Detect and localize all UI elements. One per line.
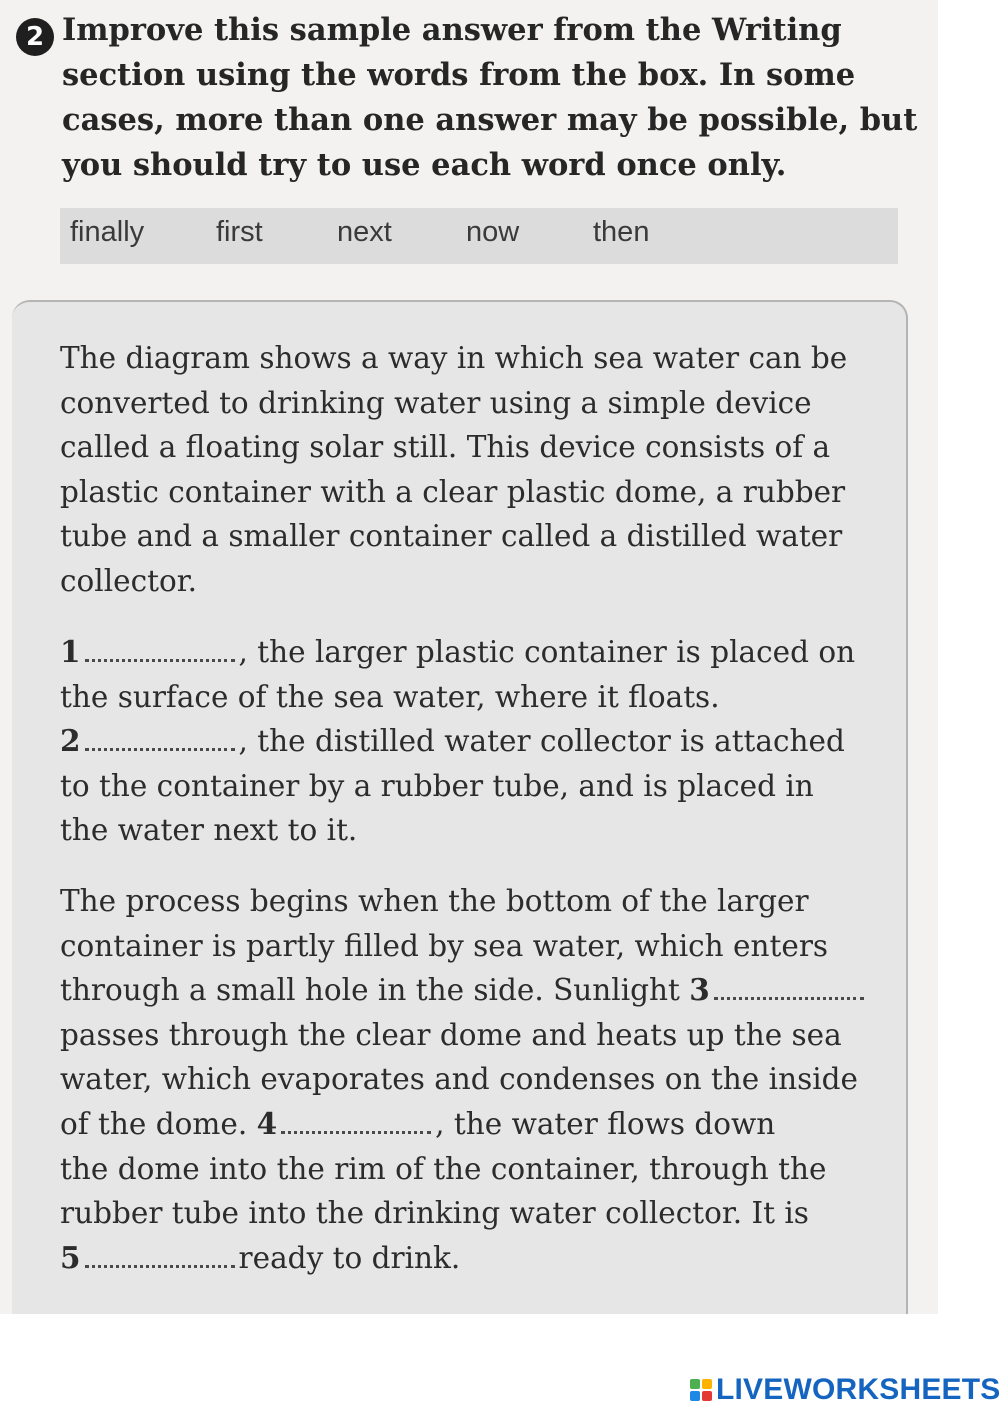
passage-line: the surface of the sea water, where it floats. bbox=[60, 679, 720, 714]
sample-answer-passage bbox=[12, 300, 908, 1314]
answer-gap-1[interactable] bbox=[85, 655, 235, 662]
word-option: now bbox=[466, 216, 520, 248]
passage-text: through a small hole in the side. Sunlight bbox=[60, 973, 680, 1008]
word-box bbox=[60, 208, 898, 264]
passage-line bbox=[60, 968, 880, 1013]
passage-line: rubber tube into the drinking water collector. It is bbox=[60, 1196, 809, 1231]
answer-gap-5[interactable] bbox=[85, 1261, 235, 1268]
passage-line: called a floating solar still. This device consists of a bbox=[60, 430, 831, 465]
passage-line: the dome into the rim of the container, through the bbox=[60, 1151, 827, 1186]
instruction-text bbox=[62, 8, 918, 188]
passage-text: , the water flows down bbox=[435, 1106, 776, 1141]
answer-gap-3[interactable] bbox=[714, 993, 864, 1000]
passage-text: of the dome. bbox=[60, 1106, 248, 1141]
passage-line: water, which evaporates and condenses on the inside bbox=[60, 1062, 858, 1097]
word-option: next bbox=[337, 216, 392, 248]
instruction-line: section using the words from the box. In some bbox=[62, 57, 856, 93]
exercise-number-badge: 2 bbox=[16, 18, 54, 56]
passage-line: to the container by a rubber tube, and is placed in bbox=[60, 768, 814, 803]
answer-gap-2[interactable] bbox=[85, 744, 235, 751]
passage-line bbox=[60, 1236, 880, 1281]
passage-line: The process begins when the bottom of the larger bbox=[60, 884, 809, 918]
gap-number: 5 bbox=[60, 1239, 81, 1275]
exercise-instruction bbox=[14, 8, 918, 188]
passage-text: , the distilled water collector is attached bbox=[238, 724, 845, 759]
passage-line: tube and a smaller container called a distilled water bbox=[60, 519, 843, 554]
liveworksheets-logo-icon bbox=[690, 1379, 712, 1401]
passage-line: container is partly filled by sea water, which enters bbox=[60, 928, 829, 963]
passage-text: , the larger plastic container is placed on bbox=[238, 635, 856, 669]
passage-line: passes through the clear dome and heats up the sea bbox=[60, 1017, 842, 1052]
passage-line: converted to drinking water using a simple device bbox=[60, 385, 812, 420]
passage-line: collector. bbox=[60, 563, 197, 598]
word-option: then bbox=[593, 216, 650, 248]
intro-paragraph bbox=[60, 336, 880, 604]
steps-paragraph bbox=[60, 630, 880, 853]
passage-line bbox=[60, 719, 880, 764]
passage-line bbox=[60, 630, 880, 675]
liveworksheets-logo bbox=[690, 1372, 1000, 1408]
passage-line: plastic container with a clear plastic dome, a rubber bbox=[60, 474, 846, 509]
word-option: finally bbox=[70, 216, 145, 248]
passage-text: ready to drink. bbox=[238, 1240, 461, 1275]
passage-line: The diagram shows a way in which sea water can be bbox=[60, 341, 848, 375]
passage-line bbox=[60, 1102, 880, 1147]
answer-gap-4[interactable] bbox=[281, 1127, 431, 1134]
gap-number: 1 bbox=[60, 634, 81, 669]
liveworksheets-logo-text: LIVEWORKSHEETS bbox=[716, 1373, 1000, 1406]
gap-number: 3 bbox=[689, 972, 710, 1008]
instruction-line: cases, more than one answer may be possible, but bbox=[62, 102, 918, 138]
gap-number: 2 bbox=[60, 723, 81, 759]
passage-line: the water next to it. bbox=[60, 813, 358, 848]
word-option: first bbox=[216, 216, 263, 248]
instruction-line: Improve this sample answer from the Writing bbox=[62, 12, 842, 48]
gap-number: 4 bbox=[256, 1105, 278, 1141]
process-paragraph bbox=[60, 879, 880, 1280]
instruction-line: you should try to use each word once only. bbox=[62, 147, 787, 183]
